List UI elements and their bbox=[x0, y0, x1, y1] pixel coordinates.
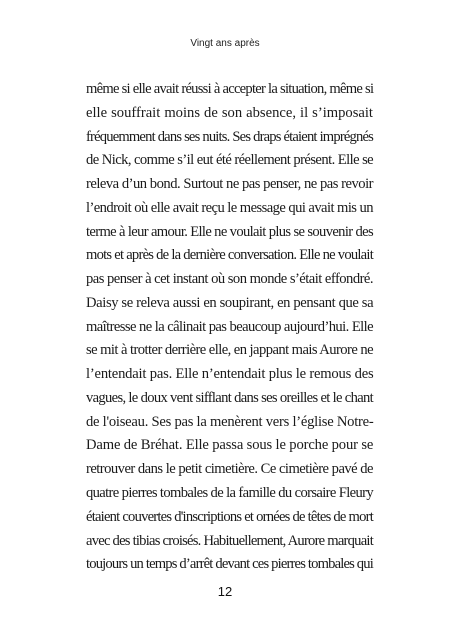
text-line: quatre pierres tombales de la famille du corsaire Fleury bbox=[86, 485, 373, 502]
running-header: Vingt ans après bbox=[190, 38, 260, 49]
text-line: maîtresse ne la câlinait pas beaucoup aujourd’hui. Elle bbox=[86, 318, 373, 335]
text-line: avec des tibias croisés. Habituellement, Aurore marquait bbox=[86, 532, 373, 549]
text-line: l’endroit où elle avait reçu le message qui avait mis un bbox=[86, 199, 373, 216]
text-line: étaient couvertes d'inscriptions et ornées de têtes de mort bbox=[86, 508, 373, 525]
text-line: Daisy se releva aussi en soupirant, en pensant que sa bbox=[86, 294, 374, 311]
text-line: se mit à trotter derrière elle, en jappant mais Aurore ne bbox=[86, 342, 373, 359]
text-line: Dame de Bréhat. Elle passa sous le porche pour se bbox=[86, 437, 374, 454]
text-line: de l'oiseau. Ses pas la menèrent vers l’église Notre- bbox=[86, 413, 374, 430]
text-line: fréquemment dans ses nuits. Ses draps étaient imprégnés bbox=[86, 128, 373, 145]
text-line: toujours un temps d’arrêt devant ces pierres tombales qui bbox=[86, 556, 373, 573]
text-line: elle souffrait moins de son absence, il s’imposait bbox=[86, 104, 373, 121]
page-number: 12 bbox=[217, 584, 233, 599]
text-line: retrouver dans le petit cimetière. Ce cimetière pavé de bbox=[86, 461, 373, 478]
text-line: releva d’un bond. Surtout ne pas penser, ne pas revoir bbox=[86, 176, 373, 193]
text-line: terme à leur amour. Elle ne voulait plus se souvenir des bbox=[86, 223, 374, 240]
text-line: vagues, le doux vent sifflant dans ses oreilles et le chant bbox=[86, 389, 373, 406]
body-text bbox=[86, 78, 373, 577]
text-line: pas penser à cet instant où son monde s’était effondré. bbox=[86, 271, 373, 288]
text-line: de Nick, comme s’il eut été réellement présent. Elle se bbox=[86, 152, 374, 169]
text-line: même si elle avait réussi à accepter la situation, même si bbox=[86, 81, 374, 97]
text-line: l’entendait pas. Elle n’entendait plus le remous des bbox=[86, 366, 374, 383]
text-line: mots et après de la dernière conversation. Elle ne voulait bbox=[86, 247, 373, 264]
